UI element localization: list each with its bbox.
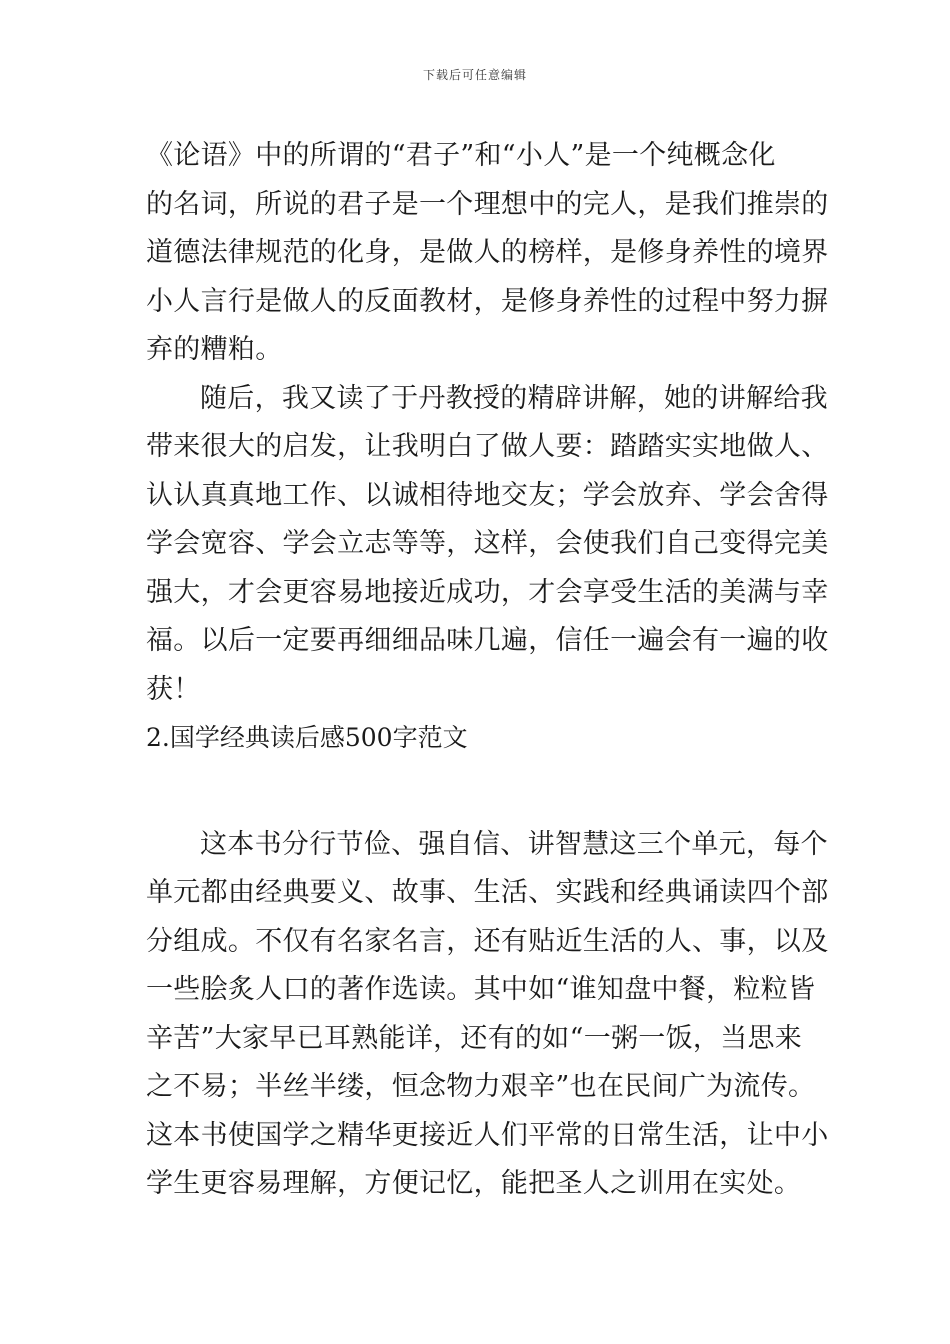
text-line: 带来很大的启发，让我明白了做人要：踏踏实实地做人、 bbox=[146, 431, 829, 462]
text-line: 认认真真地工作、以诚相待地交友；学会放弃、学会舍得 bbox=[146, 479, 829, 511]
text-line: 强大，才会更容易地接近成功，才会享受生活的美满与幸 bbox=[146, 576, 829, 608]
text-line: 这本书使国学之精华更接近人们平常的日常生活，让中小 bbox=[146, 1119, 829, 1151]
text-line: 辛苦”大家早已耳熟能详，还有的如“一粥一饭，当思来 bbox=[146, 1022, 803, 1054]
text-line: 福。以后一定要再细细品味几遍，信任一遍会有一遍的收 bbox=[146, 625, 829, 656]
text-line: 一些脍炙人口的著作选读。其中如“谁知盘中餐，粒粒皆 bbox=[146, 974, 816, 1005]
paragraph-junzi-xiaoren bbox=[146, 132, 829, 375]
text-line: 学会宽容、学会立志等等，这样，会使我们自己变得完美 bbox=[146, 528, 829, 559]
text-line: 道德法律规范的化身，是做人的榜样，是修身养性的境界 bbox=[146, 237, 829, 268]
text-line: 弃的糟粕。 bbox=[146, 334, 283, 365]
spacer bbox=[146, 763, 811, 821]
text-line: 之不易；半丝半缕，恒念物力艰辛”也在民间广为流传。 bbox=[146, 1071, 816, 1102]
section-heading: 2.国学经典读后感500字范文 bbox=[146, 723, 468, 752]
text-line: 的名词，所说的君子是一个理想中的完人，是我们推崇的 bbox=[146, 188, 829, 220]
text-line: 小人言行是做人的反面教材，是修身养性的过程中努力摒 bbox=[146, 285, 829, 317]
paragraph-book-review bbox=[146, 821, 829, 1209]
text-line: 获！ bbox=[146, 673, 201, 705]
paragraph-yudan-lecture bbox=[146, 375, 829, 715]
text-line: 随后，我又读了于丹教授的精辟讲解，她的讲解给我 bbox=[200, 382, 828, 414]
document-body bbox=[146, 132, 829, 1209]
text-line: 分组成。不仅有名家名言，还有贴近生活的人、事，以及 bbox=[146, 925, 829, 957]
text-line: 单元都由经典要义、故事、生活、实践和经典诵读四个部 bbox=[146, 877, 829, 908]
text-line: 学生更容易理解，方便记忆，能把圣人之训用在实处。 bbox=[146, 1168, 802, 1199]
text-line: 这本书分行节俭、强自信、讲智慧这三个单元，每个 bbox=[200, 828, 828, 860]
page-header-note: 下载后可任意编辑 bbox=[422, 68, 527, 82]
text-line: 《论语》中的所谓的“君子”和“小人”是一个纯概念化 bbox=[146, 140, 776, 171]
